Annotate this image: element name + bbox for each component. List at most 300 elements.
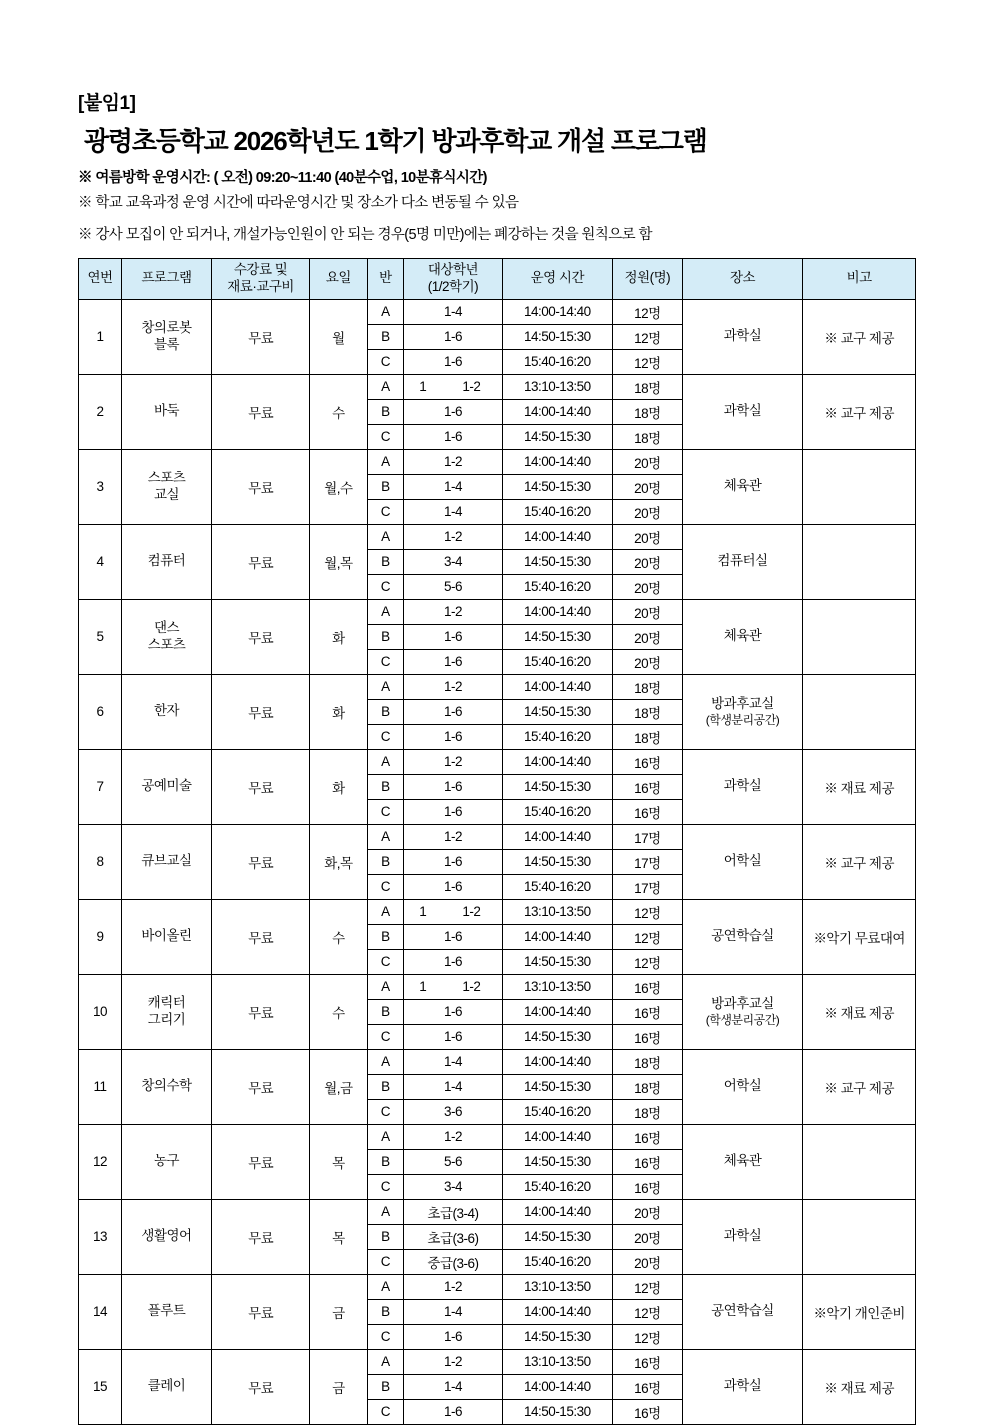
cell-capacity: 16명 bbox=[613, 1399, 683, 1424]
cell-class: A bbox=[367, 1349, 404, 1374]
cell-time: 14:00-14:40 bbox=[502, 1199, 613, 1224]
cell-class: A bbox=[367, 599, 404, 624]
cell-day: 목 bbox=[310, 1199, 367, 1274]
cell-grade: 1-6 bbox=[404, 724, 502, 749]
cell-class: A bbox=[367, 1124, 404, 1149]
col-header-remark: 비고 bbox=[803, 259, 916, 300]
cell-row-number: 11 bbox=[79, 1049, 122, 1124]
cell-place: 과학실 bbox=[682, 1199, 803, 1274]
cell-remark bbox=[803, 524, 916, 599]
cell-class: A bbox=[367, 674, 404, 699]
cell-capacity: 20명 bbox=[613, 599, 683, 624]
table-row bbox=[79, 599, 916, 624]
cell-time: 14:50-15:30 bbox=[502, 949, 613, 974]
cell-capacity: 12명 bbox=[613, 299, 683, 324]
cell-class: C bbox=[367, 499, 404, 524]
cell-class: C bbox=[367, 1249, 404, 1274]
cell-grade: 1-6 bbox=[404, 649, 502, 674]
cell-capacity: 16명 bbox=[613, 1149, 683, 1174]
cell-capacity: 16명 bbox=[613, 1024, 683, 1049]
cell-class: B bbox=[367, 1224, 404, 1249]
cell-remark: ※악기 개인준비 bbox=[803, 1274, 916, 1349]
cell-time: 14:00-14:40 bbox=[502, 749, 613, 774]
cell-fee: 무료 bbox=[212, 1049, 310, 1124]
cell-capacity: 16명 bbox=[613, 799, 683, 824]
cell-grade: 1-4 bbox=[404, 1299, 502, 1324]
cell-capacity: 18명 bbox=[613, 724, 683, 749]
cell-class: B bbox=[367, 924, 404, 949]
cell-grade: 1-6 bbox=[404, 849, 502, 874]
cell-class: C bbox=[367, 1174, 404, 1199]
cell-remark: ※ 교구 제공 bbox=[803, 824, 916, 899]
table-row bbox=[79, 824, 916, 849]
cell-fee: 무료 bbox=[212, 449, 310, 524]
cell-class: B bbox=[367, 324, 404, 349]
table-row bbox=[79, 1349, 916, 1374]
cell-class: C bbox=[367, 724, 404, 749]
cell-remark: ※ 교구 제공 bbox=[803, 299, 916, 374]
cell-capacity: 16명 bbox=[613, 1124, 683, 1149]
cell-grade: 1-6 bbox=[404, 774, 502, 799]
cell-capacity: 12명 bbox=[613, 924, 683, 949]
cell-capacity: 20명 bbox=[613, 499, 683, 524]
cell-class: B bbox=[367, 1149, 404, 1174]
cell-capacity: 18명 bbox=[613, 699, 683, 724]
cell-capacity: 12명 bbox=[613, 1299, 683, 1324]
attachment-tag: [붙임1] bbox=[78, 93, 136, 114]
cell-grade: 1-4 bbox=[404, 1074, 502, 1099]
cell-grade: 1-6 bbox=[404, 324, 502, 349]
col-header-num: 연번 bbox=[79, 259, 122, 300]
cell-time: 14:50-15:30 bbox=[502, 774, 613, 799]
cell-place: 공연학습실 bbox=[682, 1274, 803, 1349]
cell-remark: ※ 재료 제공 bbox=[803, 974, 916, 1049]
cell-fee: 무료 bbox=[212, 599, 310, 674]
cell-remark: ※ 교구 제공 bbox=[803, 374, 916, 449]
cell-class: C bbox=[367, 1099, 404, 1124]
cell-capacity: 20명 bbox=[613, 574, 683, 599]
col-header-capacity: 정원(명) bbox=[613, 259, 683, 300]
cell-fee: 무료 bbox=[212, 749, 310, 824]
cell-time: 14:50-15:30 bbox=[502, 699, 613, 724]
cell-day: 금 bbox=[310, 1274, 367, 1349]
cell-time: 15:40-16:20 bbox=[502, 1249, 613, 1274]
cell-grade: 1-2 bbox=[404, 524, 502, 549]
cell-class: A bbox=[367, 974, 404, 999]
cell-capacity: 17명 bbox=[613, 824, 683, 849]
cell-grade: 1-2 bbox=[404, 449, 502, 474]
cell-grade: 1-4 bbox=[404, 1374, 502, 1399]
cell-capacity: 18명 bbox=[613, 1074, 683, 1099]
cell-class: C bbox=[367, 949, 404, 974]
cell-remark bbox=[803, 674, 916, 749]
cell-program-name: 바둑 bbox=[121, 374, 211, 449]
cell-capacity: 17명 bbox=[613, 874, 683, 899]
cell-capacity: 12명 bbox=[613, 349, 683, 374]
cell-class: A bbox=[367, 899, 404, 924]
cell-time: 14:00-14:40 bbox=[502, 1049, 613, 1074]
cell-remark bbox=[803, 599, 916, 674]
table-row bbox=[79, 899, 916, 924]
cell-class: A bbox=[367, 1199, 404, 1224]
cell-time: 14:00-14:40 bbox=[502, 599, 613, 624]
cell-time: 15:40-16:20 bbox=[502, 1174, 613, 1199]
cell-fee: 무료 bbox=[212, 299, 310, 374]
cell-grade: 초급(3-6) bbox=[404, 1224, 502, 1249]
cell-grade: 1-4 bbox=[404, 299, 502, 324]
cell-time: 14:50-15:30 bbox=[502, 1399, 613, 1424]
cell-time: 15:40-16:20 bbox=[502, 349, 613, 374]
cell-capacity: 12명 bbox=[613, 1274, 683, 1299]
cell-program-name: 플루트 bbox=[121, 1274, 211, 1349]
cell-grade: 1-6 bbox=[404, 349, 502, 374]
cell-grade: 1-2 bbox=[404, 1274, 502, 1299]
cell-program-name: 한자 bbox=[121, 674, 211, 749]
cell-row-number: 3 bbox=[79, 449, 122, 524]
cell-class: B bbox=[367, 999, 404, 1024]
cell-program-name: 창의로봇 블록 bbox=[121, 299, 211, 374]
cell-time: 14:00-14:40 bbox=[502, 1299, 613, 1324]
cell-time: 15:40-16:20 bbox=[502, 724, 613, 749]
cell-time: 14:50-15:30 bbox=[502, 549, 613, 574]
cell-capacity: 18명 bbox=[613, 424, 683, 449]
cell-place: 어학실 bbox=[682, 824, 803, 899]
cell-day: 화,목 bbox=[310, 824, 367, 899]
cell-place: 체육관 bbox=[682, 1124, 803, 1199]
cell-time: 14:50-15:30 bbox=[502, 1149, 613, 1174]
cell-grade: 5-6 bbox=[404, 574, 502, 599]
cell-remark bbox=[803, 1124, 916, 1199]
cell-day: 월 bbox=[310, 299, 367, 374]
cell-class: B bbox=[367, 549, 404, 574]
table-row bbox=[79, 749, 916, 774]
cell-row-number: 9 bbox=[79, 899, 122, 974]
cell-remark bbox=[803, 1199, 916, 1274]
cell-grade: 1-6 bbox=[404, 799, 502, 824]
cell-class: B bbox=[367, 624, 404, 649]
cell-class: C bbox=[367, 799, 404, 824]
cell-class: C bbox=[367, 1324, 404, 1349]
note-schedule-change: ※ 학교 교육과정 운영 시간에 따라운영시간 및 장소가 다소 변동될 수 있음 bbox=[78, 195, 519, 212]
cell-day: 월,금 bbox=[310, 1049, 367, 1124]
table-row bbox=[79, 1124, 916, 1149]
cell-program-name: 생활영어 bbox=[121, 1199, 211, 1274]
cell-grade: 1-2 bbox=[404, 599, 502, 624]
cell-grade: 1-6 bbox=[404, 424, 502, 449]
col-header-time: 운영 시간 bbox=[502, 259, 613, 300]
cell-program-name: 클레이 bbox=[121, 1349, 211, 1424]
cell-grade: 3-6 bbox=[404, 1099, 502, 1124]
cell-program-name: 공예미술 bbox=[121, 749, 211, 824]
cell-grade: 1-2 bbox=[404, 1349, 502, 1374]
cell-class: C bbox=[367, 1024, 404, 1049]
table-row bbox=[79, 374, 916, 399]
col-header-day: 요일 bbox=[310, 259, 367, 300]
cell-fee: 무료 bbox=[212, 374, 310, 449]
cell-capacity: 12명 bbox=[613, 324, 683, 349]
cell-capacity: 16명 bbox=[613, 999, 683, 1024]
cell-time: 14:50-15:30 bbox=[502, 1224, 613, 1249]
cell-place: 체육관 bbox=[682, 599, 803, 674]
cell-time: 14:50-15:30 bbox=[502, 424, 613, 449]
cell-grade: 1-2 bbox=[404, 749, 502, 774]
cell-fee: 무료 bbox=[212, 524, 310, 599]
cell-class: C bbox=[367, 874, 404, 899]
cell-grade: 1-6 bbox=[404, 999, 502, 1024]
cell-day: 화 bbox=[310, 674, 367, 749]
cell-fee: 무료 bbox=[212, 899, 310, 974]
table-row bbox=[79, 674, 916, 699]
cell-time: 14:50-15:30 bbox=[502, 1324, 613, 1349]
cell-grade: 1-6 bbox=[404, 924, 502, 949]
cell-capacity: 18명 bbox=[613, 399, 683, 424]
cell-capacity: 20명 bbox=[613, 524, 683, 549]
cell-grade: 1-6 bbox=[404, 399, 502, 424]
cell-row-number: 1 bbox=[79, 299, 122, 374]
cell-capacity: 18명 bbox=[613, 374, 683, 399]
cell-grade: 1 1-2 bbox=[404, 974, 502, 999]
cell-fee: 무료 bbox=[212, 1124, 310, 1199]
cell-capacity: 18명 bbox=[613, 1099, 683, 1124]
cell-capacity: 16명 bbox=[613, 1349, 683, 1374]
cell-grade: 1-2 bbox=[404, 674, 502, 699]
cell-class: C bbox=[367, 349, 404, 374]
cell-grade: 초급(3-4) bbox=[404, 1199, 502, 1224]
cell-grade: 1-6 bbox=[404, 624, 502, 649]
cell-capacity: 12명 bbox=[613, 949, 683, 974]
cell-time: 13:10-13:50 bbox=[502, 1349, 613, 1374]
cell-program-name: 바이올린 bbox=[121, 899, 211, 974]
cell-capacity: 20명 bbox=[613, 474, 683, 499]
cell-time: 15:40-16:20 bbox=[502, 1099, 613, 1124]
cell-program-name: 농구 bbox=[121, 1124, 211, 1199]
table-row bbox=[79, 449, 916, 474]
col-header-place: 장소 bbox=[682, 259, 803, 300]
cell-capacity: 20명 bbox=[613, 1249, 683, 1274]
cell-remark: ※ 교구 제공 bbox=[803, 1049, 916, 1124]
cell-grade: 1-6 bbox=[404, 1324, 502, 1349]
cell-grade: 1-6 bbox=[404, 1024, 502, 1049]
cell-place: 공연학습실 bbox=[682, 899, 803, 974]
cell-time: 13:10-13:50 bbox=[502, 1274, 613, 1299]
table-header-row bbox=[79, 259, 916, 300]
cell-place: 방과후교실 (학생분리공간) bbox=[682, 974, 803, 1049]
cell-place: 컴퓨터실 bbox=[682, 524, 803, 599]
cell-row-number: 5 bbox=[79, 599, 122, 674]
cell-time: 14:00-14:40 bbox=[502, 924, 613, 949]
note-cancellation: ※ 강사 모집이 안 되거나, 개설가능인원이 안 되는 경우(5명 미만)에는 폐강하는 것을 원칙으로 함 bbox=[78, 227, 652, 244]
cell-time: 14:00-14:40 bbox=[502, 299, 613, 324]
cell-class: B bbox=[367, 699, 404, 724]
cell-day: 화 bbox=[310, 749, 367, 824]
cell-remark: ※악기 무료대여 bbox=[803, 899, 916, 974]
cell-capacity: 17명 bbox=[613, 849, 683, 874]
cell-day: 월,목 bbox=[310, 524, 367, 599]
cell-program-name: 큐브교실 bbox=[121, 824, 211, 899]
cell-grade: 1-2 bbox=[404, 824, 502, 849]
cell-grade: 5-6 bbox=[404, 1149, 502, 1174]
cell-capacity: 16명 bbox=[613, 1174, 683, 1199]
cell-program-name: 창의수학 bbox=[121, 1049, 211, 1124]
cell-capacity: 20명 bbox=[613, 649, 683, 674]
cell-time: 15:40-16:20 bbox=[502, 649, 613, 674]
cell-grade: 1-2 bbox=[404, 1124, 502, 1149]
cell-class: A bbox=[367, 824, 404, 849]
cell-grade: 1-6 bbox=[404, 874, 502, 899]
cell-time: 14:50-15:30 bbox=[502, 474, 613, 499]
cell-class: B bbox=[367, 1074, 404, 1099]
cell-class: B bbox=[367, 399, 404, 424]
cell-day: 금 bbox=[310, 1349, 367, 1424]
cell-capacity: 20명 bbox=[613, 624, 683, 649]
cell-capacity: 16명 bbox=[613, 774, 683, 799]
cell-place: 어학실 bbox=[682, 1049, 803, 1124]
table-row bbox=[79, 524, 916, 549]
cell-capacity: 20명 bbox=[613, 1199, 683, 1224]
col-header-class: 반 bbox=[367, 259, 404, 300]
cell-fee: 무료 bbox=[212, 1199, 310, 1274]
cell-grade: 3-4 bbox=[404, 549, 502, 574]
cell-capacity: 18명 bbox=[613, 674, 683, 699]
cell-time: 15:40-16:20 bbox=[502, 574, 613, 599]
cell-row-number: 13 bbox=[79, 1199, 122, 1274]
cell-capacity: 20명 bbox=[613, 549, 683, 574]
cell-fee: 무료 bbox=[212, 974, 310, 1049]
cell-class: A bbox=[367, 524, 404, 549]
cell-capacity: 18명 bbox=[613, 1049, 683, 1074]
cell-fee: 무료 bbox=[212, 1349, 310, 1424]
col-header-grade-line1: 대상학년 bbox=[427, 262, 479, 278]
cell-day: 수 bbox=[310, 374, 367, 449]
cell-grade: 1-4 bbox=[404, 474, 502, 499]
cell-time: 14:00-14:40 bbox=[502, 999, 613, 1024]
cell-class: B bbox=[367, 774, 404, 799]
cell-remark: ※ 재료 제공 bbox=[803, 749, 916, 824]
cell-grade: 1-4 bbox=[404, 499, 502, 524]
cell-program-name: 스포츠 교실 bbox=[121, 449, 211, 524]
cell-capacity: 20명 bbox=[613, 449, 683, 474]
cell-time: 14:00-14:40 bbox=[502, 524, 613, 549]
cell-program-name: 컴퓨터 bbox=[121, 524, 211, 599]
cell-time: 14:50-15:30 bbox=[502, 849, 613, 874]
cell-day: 수 bbox=[310, 899, 367, 974]
cell-place: 과학실 bbox=[682, 1349, 803, 1424]
cell-day: 월,수 bbox=[310, 449, 367, 524]
col-header-fee-line2: 재료·교구비 bbox=[227, 278, 294, 294]
cell-time: 14:50-15:30 bbox=[502, 324, 613, 349]
cell-class: B bbox=[367, 474, 404, 499]
cell-day: 수 bbox=[310, 974, 367, 1049]
cell-place: 과학실 bbox=[682, 749, 803, 824]
cell-time: 14:00-14:40 bbox=[502, 399, 613, 424]
cell-grade: 1-6 bbox=[404, 949, 502, 974]
col-header-program: 프로그램 bbox=[121, 259, 211, 300]
cell-capacity: 16명 bbox=[613, 974, 683, 999]
cell-row-number: 6 bbox=[79, 674, 122, 749]
cell-grade: 1-6 bbox=[404, 1399, 502, 1424]
cell-remark: ※ 재료 제공 bbox=[803, 1349, 916, 1424]
cell-class: C bbox=[367, 574, 404, 599]
cell-time: 14:50-15:30 bbox=[502, 1074, 613, 1099]
cell-time: 13:10-13:50 bbox=[502, 899, 613, 924]
cell-row-number: 4 bbox=[79, 524, 122, 599]
cell-grade: 1 1-2 bbox=[404, 374, 502, 399]
cell-capacity: 12명 bbox=[613, 899, 683, 924]
cell-class: B bbox=[367, 1299, 404, 1324]
table-row bbox=[79, 1199, 916, 1224]
cell-day: 화 bbox=[310, 599, 367, 674]
cell-row-number: 8 bbox=[79, 824, 122, 899]
cell-class: B bbox=[367, 1374, 404, 1399]
cell-time: 15:40-16:20 bbox=[502, 499, 613, 524]
cell-time: 13:10-13:50 bbox=[502, 374, 613, 399]
cell-remark bbox=[803, 449, 916, 524]
cell-fee: 무료 bbox=[212, 824, 310, 899]
cell-place: 체육관 bbox=[682, 449, 803, 524]
cell-time: 14:00-14:40 bbox=[502, 824, 613, 849]
cell-fee: 무료 bbox=[212, 1274, 310, 1349]
cell-program-name: 캐릭터 그리기 bbox=[121, 974, 211, 1049]
cell-time: 14:00-14:40 bbox=[502, 449, 613, 474]
cell-class: C bbox=[367, 424, 404, 449]
table-row bbox=[79, 299, 916, 324]
cell-grade: 중급(3-6) bbox=[404, 1249, 502, 1274]
cell-class: B bbox=[367, 849, 404, 874]
cell-program-name: 댄스 스포츠 bbox=[121, 599, 211, 674]
cell-class: C bbox=[367, 649, 404, 674]
program-schedule-table bbox=[78, 258, 916, 1425]
cell-row-number: 2 bbox=[79, 374, 122, 449]
cell-capacity: 20명 bbox=[613, 1224, 683, 1249]
table-body bbox=[79, 299, 916, 1424]
cell-place: 과학실 bbox=[682, 374, 803, 449]
cell-time: 15:40-16:20 bbox=[502, 874, 613, 899]
cell-time: 14:50-15:30 bbox=[502, 1024, 613, 1049]
cell-class: A bbox=[367, 299, 404, 324]
cell-row-number: 7 bbox=[79, 749, 122, 824]
cell-class: A bbox=[367, 749, 404, 774]
cell-place: 방과후교실 (학생분리공간) bbox=[682, 674, 803, 749]
cell-time: 13:10-13:50 bbox=[502, 974, 613, 999]
col-header-grade bbox=[404, 259, 502, 300]
cell-time: 14:00-14:40 bbox=[502, 1124, 613, 1149]
cell-grade: 3-4 bbox=[404, 1174, 502, 1199]
cell-class: C bbox=[367, 1399, 404, 1424]
cell-row-number: 10 bbox=[79, 974, 122, 1049]
cell-capacity: 16명 bbox=[613, 1374, 683, 1399]
cell-capacity: 16명 bbox=[613, 749, 683, 774]
cell-time: 14:50-15:30 bbox=[502, 624, 613, 649]
col-header-fee bbox=[212, 259, 310, 300]
cell-time: 14:00-14:40 bbox=[502, 674, 613, 699]
cell-grade: 1 1-2 bbox=[404, 899, 502, 924]
cell-capacity: 12명 bbox=[613, 1324, 683, 1349]
cell-row-number: 14 bbox=[79, 1274, 122, 1349]
cell-time: 14:00-14:40 bbox=[502, 1374, 613, 1399]
cell-time: 15:40-16:20 bbox=[502, 799, 613, 824]
cell-grade: 1-4 bbox=[404, 1049, 502, 1074]
cell-class: A bbox=[367, 1274, 404, 1299]
table-row bbox=[79, 974, 916, 999]
cell-place: 과학실 bbox=[682, 299, 803, 374]
col-header-fee-line1: 수강료 및 bbox=[233, 262, 288, 278]
cell-fee: 무료 bbox=[212, 674, 310, 749]
table-row bbox=[79, 1274, 916, 1299]
cell-class: A bbox=[367, 374, 404, 399]
cell-grade: 1-6 bbox=[404, 699, 502, 724]
cell-row-number: 15 bbox=[79, 1349, 122, 1424]
col-header-grade-line2: (1/2학기) bbox=[427, 278, 479, 294]
